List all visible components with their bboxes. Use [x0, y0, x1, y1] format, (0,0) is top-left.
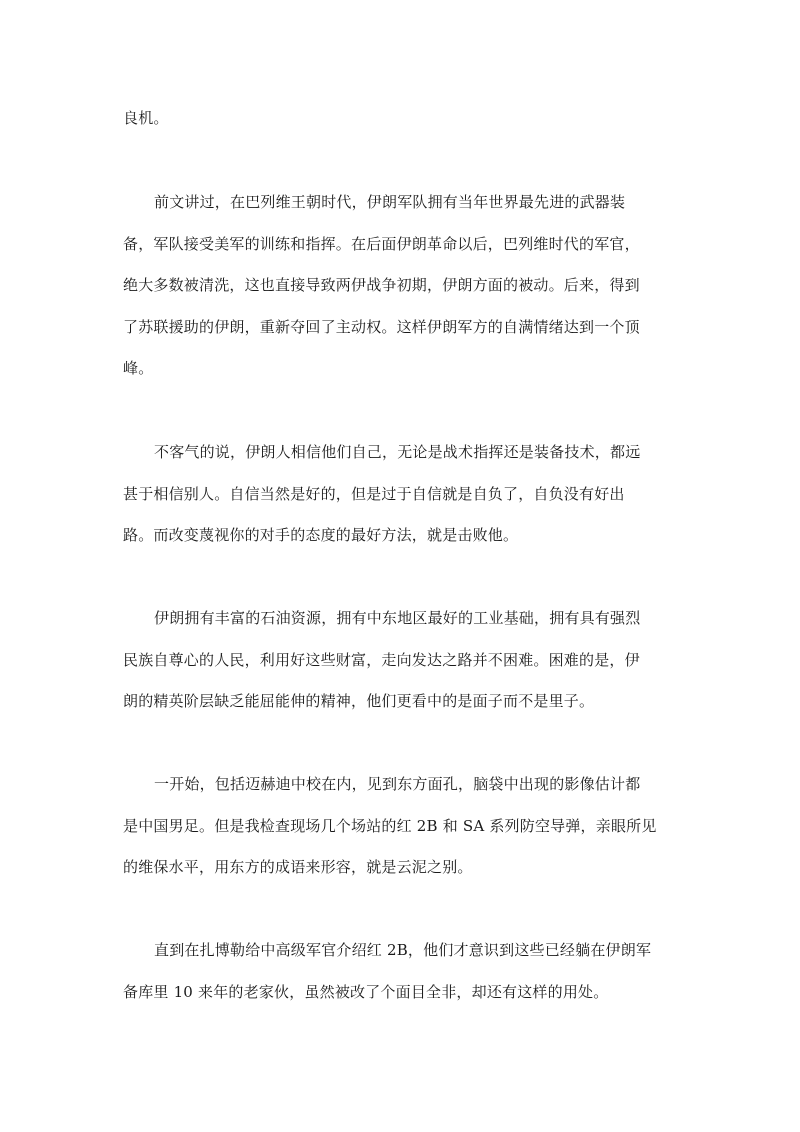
paragraph-line: 一开始，包括迈赫迪中校在内，见到东方面孔，脑袋中出现的影像估计都	[154, 775, 641, 793]
paragraph-line: 直到在扎博勒给中高级军官介绍红 2B，他们才意识到这些已经躺在伊朗军	[154, 941, 652, 959]
paragraph-line: 是中国男足。但是我检查现场几个场站的红 2B 和 SA 系列防空导弹，亲眼所见	[123, 816, 657, 835]
paragraph-line: 绝大多数被清洗，这也直接导致两伊战争初期，伊朗方面的被动。后来，得到	[123, 276, 640, 294]
paragraph-line: 伊朗拥有丰富的石油资源，拥有中东地区最好的工业基础，拥有具有强烈	[154, 609, 641, 627]
paragraph-5	[123, 764, 671, 889]
paragraph-line: 备，军队接受美军的训练和指挥。在后面伊朗革命以后，巴列维时代的军官，	[123, 234, 640, 253]
paragraph-4	[123, 598, 671, 723]
paragraph-line: 甚于相信别人。自信当然是好的，但是过于自信就是自负了，自负没有好出	[123, 484, 625, 503]
paragraph-line: 的维保水平，用东方的成语来形容，就是云泥之别。	[123, 858, 473, 876]
paragraph-line: 路。而改变蔑视你的对手的态度的最好方法，就是击败他。	[123, 526, 519, 544]
paragraph-line: 民族自尊心的人民，利用好这些财富，走向发达之路并不困难。困难的是，伊	[123, 650, 640, 669]
paragraph-line: 峰。	[123, 359, 154, 377]
paragraph-3	[123, 432, 671, 557]
paragraph-1	[123, 98, 671, 140]
paragraph-line: 朗的精英阶层缺乏能屈能伸的精神，他们更看中的是面子而不是里子。	[123, 692, 595, 710]
paragraph-line: 良机。	[123, 109, 169, 127]
paragraph-line: 了苏联援助的伊朗，重新夺回了主动权。这样伊朗军方的自满情绪达到一个顶	[123, 317, 640, 336]
paragraph-line: 前文讲过，在巴列维王朝时代，伊朗军队拥有当年世界最先进的武器装	[154, 193, 626, 211]
paragraph-line: 备库里 10 来年的老家伙，虽然被改了个面目全非，却还有这样的用处。	[123, 982, 609, 1001]
paragraph-line: 不客气的说，伊朗人相信他们自己，无论是战术指挥还是装备技术，都远	[154, 443, 641, 461]
paragraph-2	[123, 182, 671, 390]
paragraph-6	[123, 930, 671, 1013]
